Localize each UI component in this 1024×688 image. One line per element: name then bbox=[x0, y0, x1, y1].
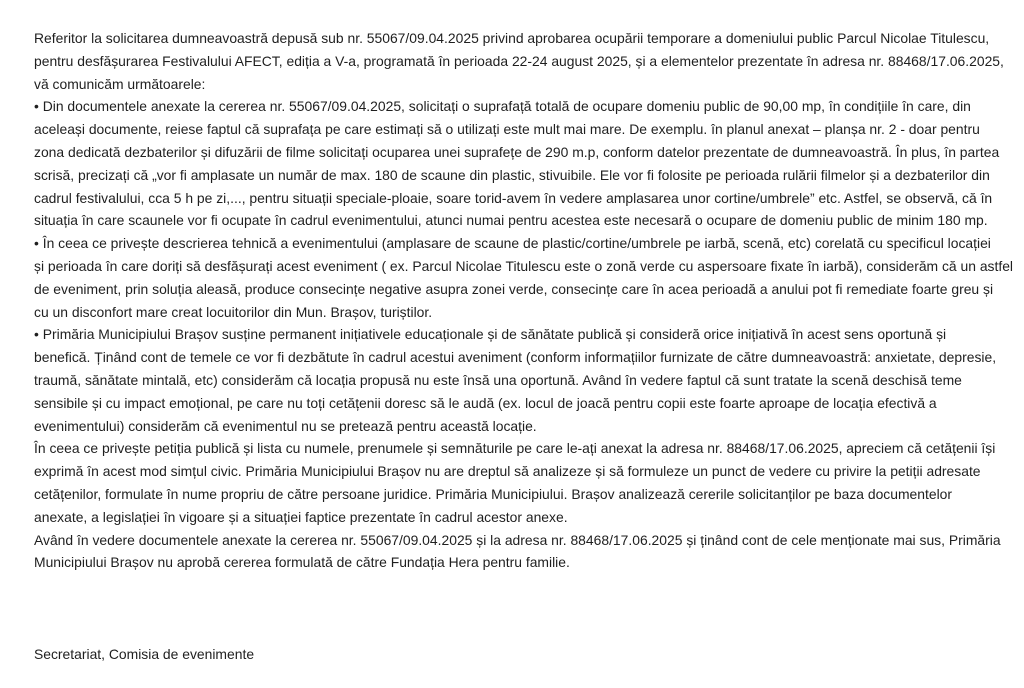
text-line: În ceea ce privește petiția publică și lista cu numele, prenumele și semnăturile pe care le-ați anexat la adresa nr. 88468/17.06.2025, apreciem că cetățenii își bbox=[34, 440, 996, 457]
text-line: evenimentului) considerăm că evenimentul nu se pretează pentru această locație. bbox=[34, 417, 537, 434]
text-line: • În ceea ce privește descrierea tehnică a evenimentului (amplasare de scaune de plastic/cortine/umbrele pe iarbă, scenă, etc) corelată cu specificul locației bbox=[34, 235, 991, 252]
text-line: cadrul festivalului, cca 5 h pe zi,..., pentru situații speciale-ploaie, soare torid-avem în vedere amplasarea unor cortine/umbrele” etc. Astfel, se observă, că în bbox=[34, 189, 993, 206]
text-line: • Primăria Municipiului Brașov susține permanent inițiativele educaționale și de sănătate publică și consideră orice inițiativă în acest sens oportună și bbox=[34, 326, 947, 343]
text-line: și perioada în care doriți să desfășurați acest eveniment ( ex. Parcul Nicolae Titulescu este o zonă verde cu aspersoare fixate în iarbă), considerăm că un astfel bbox=[34, 257, 1014, 274]
text-line: zona dedicată dezbaterilor și difuzării de filme solicitați ocuparea unei suprafețe de 290 m.p, conform datelor prezentate de dumneavoastră. În plus, în partea bbox=[34, 143, 1000, 160]
text-line: exprimă în acest mod simțul civic. Primăria Municipiului Brașov nu are dreptul să analizeze și să formuleze un punct de vedere cu privire la petiții adresate bbox=[34, 463, 981, 480]
text-line: Referitor la solicitarea dumneavoastră depusă sub nr. 55067/09.04.2025 privind aprobarea ocupării temporare a domeniului public Parcul Nicolae Titulescu, bbox=[34, 30, 990, 46]
text-line: situația în care scaunele vor fi ocupate în cadrul evenimentului, atunci numai pentru acestea este necesară o ocupare de domeniu public de minim 180 mp. bbox=[34, 212, 988, 229]
text-line: cetățenilor, formulate în nume propriu de către persoane juridice. Primăria Municipiului. Brașov analizează cererile solicitanților pe baza documentelor bbox=[34, 485, 953, 502]
text-line: Având în vedere documentele anexate la cererea nr. 55067/09.04.2025 și la adresa nr. 88468/17.06.2025 și ținând cont de cele menționate mai sus, Primăria bbox=[34, 531, 1001, 548]
text-line: vă comunicăm următoarele: bbox=[34, 75, 206, 92]
text-line: scrisă, precizați că „vor fi amplasate un număr de max. 180 de scaune din plastic, stivuibile. Ele vor fi folosite pe perioada rulării filmelor și a dezbaterilor din bbox=[34, 166, 990, 183]
text-line: Municipiului Brașov nu aprobă cererea formulată de către Fundația Hera pentru familie. bbox=[34, 554, 570, 571]
text-line: de eveniment, prin soluția aleasă, produce consecințe negative asupra zonei verde, consecințe care în acea perioadă a anului pot fi remediate foarte greu și bbox=[34, 280, 994, 297]
text-line: sensibile și cu impact emoțional, pe care nu toți cetățenii doresc să le audă (ex. locul de joacă pentru copii este foarte aproape de locația efectivă a bbox=[34, 394, 937, 411]
text-line: aceleași documente, reiese faptul că suprafața pe care estimați să o utilizați este mult mai mare. De exemplu. în planul anexat – planșa nr. 2 - doar pentru bbox=[34, 121, 980, 138]
text-line: traumă, sănătate mintală, etc) considerăm că locația propusă nu este însă una oportună. Având în vedere faptul că sunt tratate la scenă deschisă teme bbox=[34, 371, 962, 388]
text-line: cu un disconfort mare creat locuitorilor din Mun. Brașov, turiștilor. bbox=[34, 303, 433, 320]
signature-line: Secretariat, Comisia de evenimente bbox=[34, 646, 255, 662]
text-line: anexate, a legislației în vigoare și a situației faptice prezentate în cadrul acestor anexe. bbox=[34, 508, 568, 525]
text-line: benefică. Ținând cont de temele ce vor fi dezbătute în cadrul acestui aveniment (conform informațiilor furnizate de către dumneavoastră: anxietate, depresie, bbox=[34, 349, 997, 366]
document-body bbox=[34, 27, 1014, 574]
text-line: • Din documentele anexate la cererea nr. 55067/09.04.2025, solicitați o suprafață totală de ocupare domeniu public de 90,00 mp, în condițiile în care, din bbox=[34, 98, 971, 115]
text-line: pentru desfășurarea Festivalului AFECT, ediția a V-a, programată în perioada 22-24 august 2025, și a elementelor prezentate în adresa nr. 88468/17.06.2025, bbox=[34, 52, 1004, 69]
